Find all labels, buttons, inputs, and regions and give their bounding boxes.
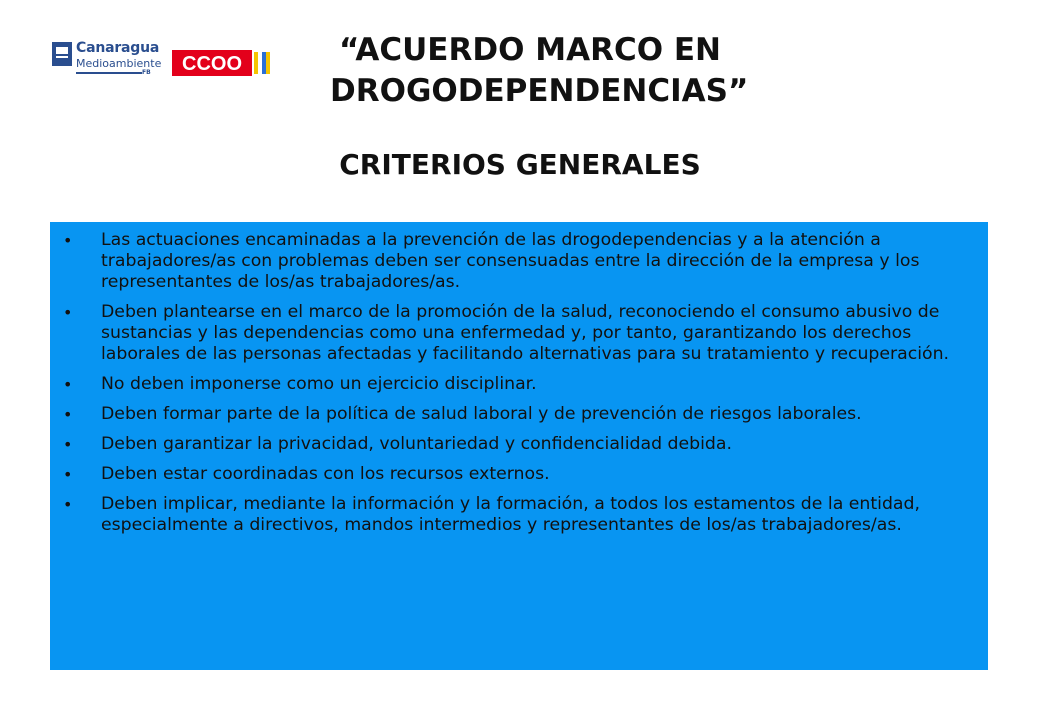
bullet-icon: • (63, 303, 73, 322)
criteria-item (60, 374, 960, 395)
ccoo-flag-stripe (266, 52, 270, 74)
canaragua-rule (76, 72, 142, 74)
ccoo-logo-text: CCOO (182, 53, 242, 75)
page-title: “ACUERDO MARCO EN DROGODEPENDENCIAS” (330, 32, 749, 109)
canaragua-brand-name: Canaragua (76, 40, 160, 56)
canaragua-logo (50, 38, 162, 80)
ccoo-logo (172, 50, 270, 76)
canaragua-brand-sub: Medioambiente (76, 57, 162, 70)
bullet-icon: • (63, 465, 73, 484)
criteria-item (60, 404, 960, 425)
criteria-item (60, 302, 960, 365)
ccoo-flag-stripe (262, 52, 266, 74)
criteria-text: No deben imponerse como un ejercicio disciplinar. (101, 374, 537, 394)
criteria-text: Deben estar coordinadas con los recursos externos. (101, 464, 550, 484)
bullet-icon: • (63, 375, 73, 394)
criteria-text: Las actuaciones encaminadas a la prevención de las drogodependencias y a la atención a trabajadores/as con problemas deben ser consensuadas entre la dirección de la empresa y los representantes de los/as trabajadores/as. (101, 230, 920, 292)
criteria-item (60, 230, 960, 293)
criteria-text: Deben implicar, mediante la información y la formación, a todos los estamentos de la entidad, especialmente a directivos, mandos intermedios y representantes de los/as trabajadores/as. (101, 494, 920, 535)
criteria-item (60, 494, 960, 536)
criteria-item (60, 434, 960, 455)
bullet-icon: • (63, 405, 73, 424)
bullet-icon: • (63, 435, 73, 454)
canaragua-tag: FB (142, 69, 151, 76)
criteria-text: Deben plantearse en el marco de la promoción de la salud, reconociendo el consumo abusivo de sustancias y las dependencias como una enfermedad y, por tanto, garantizando los derechos laborales de las personas afectadas y facilitando alternativas para su tratamiento y recuperación. (101, 302, 950, 364)
criteria-text: Deben garantizar la privacidad, voluntariedad y confidencialidad debida. (101, 434, 732, 454)
criteria-item (60, 464, 960, 485)
section-heading: CRITERIOS GENERALES (339, 148, 701, 181)
criteria-box (50, 222, 988, 670)
criteria-text: Deben formar parte de la política de salud laboral y de prevención de riesgos laborales. (101, 404, 862, 424)
ccoo-flag-stripe (254, 52, 258, 74)
canaragua-mark-icon (52, 42, 72, 66)
bullet-icon: • (63, 231, 73, 250)
ccoo-flag-stripe (258, 52, 262, 74)
bullet-icon: • (63, 495, 73, 514)
criteria-list (60, 230, 960, 536)
